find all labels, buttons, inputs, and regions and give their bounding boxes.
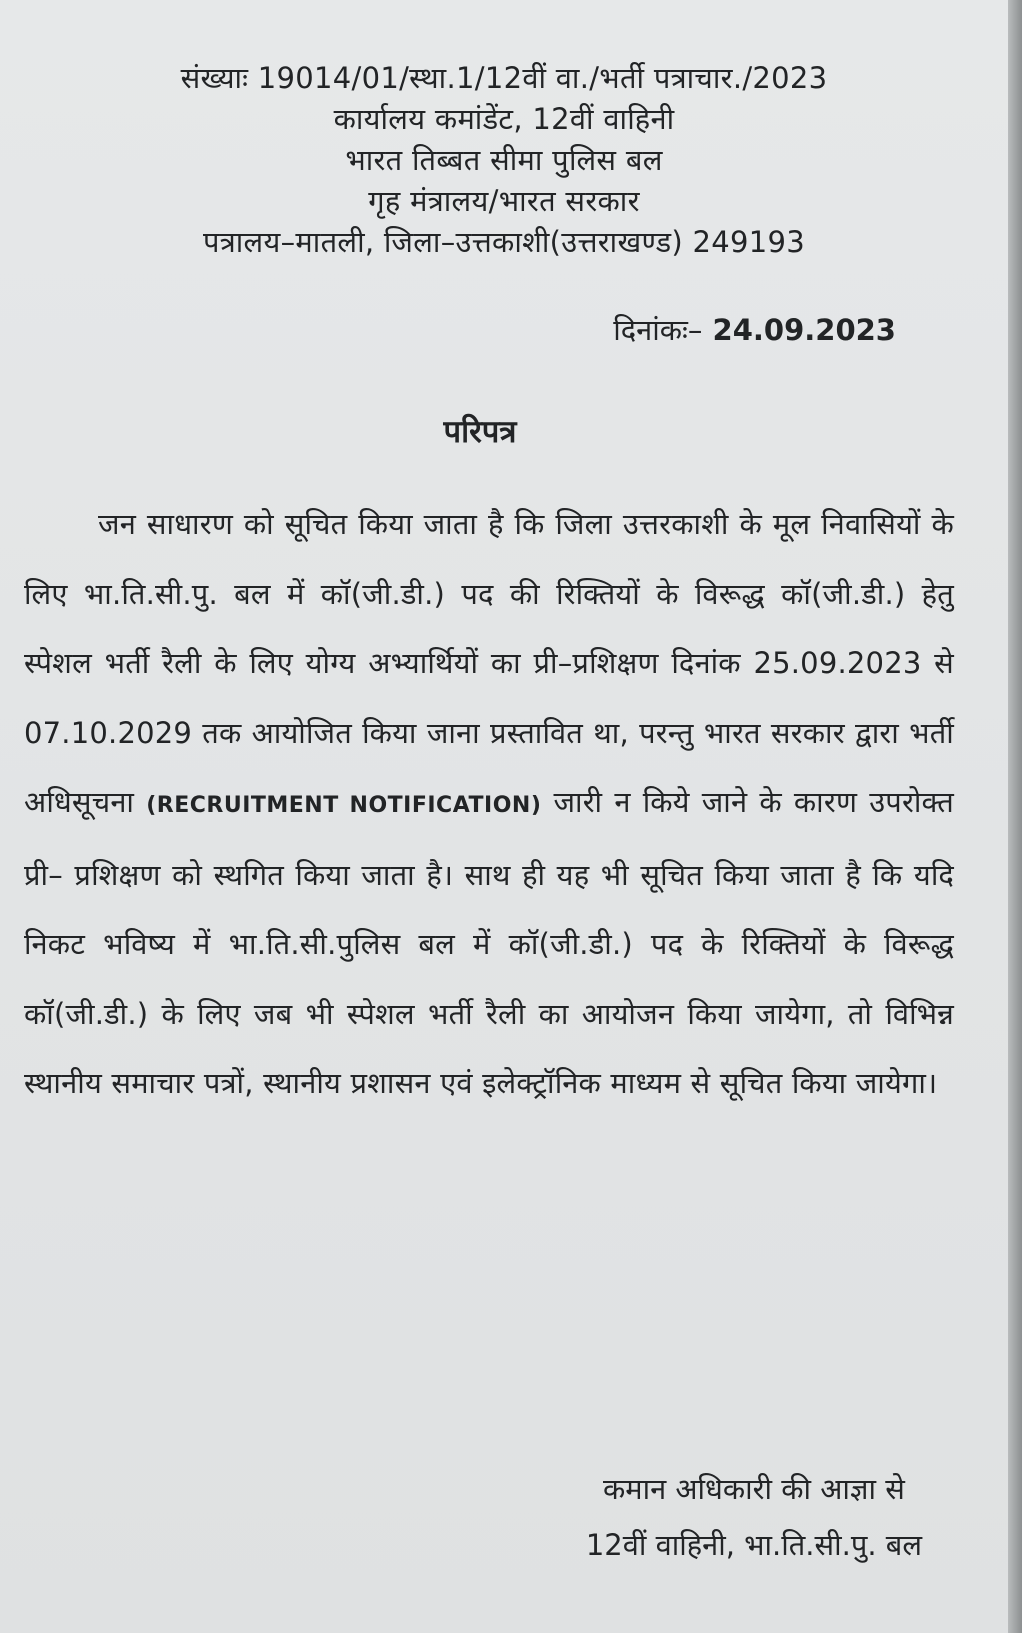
date-label: दिनांकः– — [613, 313, 703, 347]
signature-block — [586, 1461, 922, 1573]
document-title: परिपत्र — [443, 414, 517, 450]
signature-line-1: कमान अधिकारी की आज्ञा से — [602, 1472, 905, 1506]
body-text-part2: जारी न किये जाने के कारण उपरोक्त प्री– प्रशिक्षण को स्थगित किया जाता है। साथ ही यह भी सूचित किया जाता है कि यदि निकट भविष्य में भा.ति.सी.पुलिस बल में कॉ(जी.डी.) पद के रिक्तियों के विरूद्ध कॉ(जी.डी.) के लिए जब भी स्पेशल भर्ती रैली का आयोजन किया जायेगा, तो विभिन्न स्थानीय समाचार पत्रों, स्थानीय प्रशासन एवं इलेक्ट्रॉनिक माध्यम से सूचित किया जायेगा। — [24, 785, 955, 1100]
reference-number: संख्याः 19014/01/स्था.1/12वीं वा./भर्ती पत्राचार./2023 — [180, 61, 828, 95]
circular-body — [24, 490, 954, 1119]
signature-line-2: 12वीं वाहिनी, भा.ति.सी.पु. बल — [585, 1528, 922, 1562]
date-value: 24.09.2023 — [712, 313, 896, 347]
body-text-english: (RECRUITMENT NOTIFICATION) — [146, 793, 542, 818]
ministry-name: गृह मंत्रालय/भारत सरकार — [368, 184, 640, 218]
office-name: कार्यालय कमांडेंट, 12वीं वाहिनी — [333, 102, 675, 136]
page-edge-shadow — [1008, 0, 1022, 1633]
body-text-part1: जन साधारण को सूचित किया जाता है कि जिला उत्तरकाशी के मूल निवासियों के लिए भा.ति.सी.पु. बल में कॉ(जी.डी.) पद की रिक्तियों के विरूद्ध कॉ(जी.डी.) हेतु स्पेशल भर्ती रैली के लिए योग्य अभ्यार्थियों का प्री–प्रशिक्षण दिनांक 25.09.2023 से 07.10.2029 तक आयोजित किया जाना प्रस्तावित था, परन्तु भारत सरकार द्वारा भर्ती अधिसूचना — [24, 507, 954, 819]
letter-header — [0, 58, 1008, 263]
force-name: भारत तिब्बत सीमा पुलिस बल — [345, 143, 663, 177]
letter-date — [613, 310, 896, 349]
postal-address: पत्रालय–मातली, जिला–उत्तकाशी(उत्तराखण्ड) 249193 — [202, 225, 806, 259]
